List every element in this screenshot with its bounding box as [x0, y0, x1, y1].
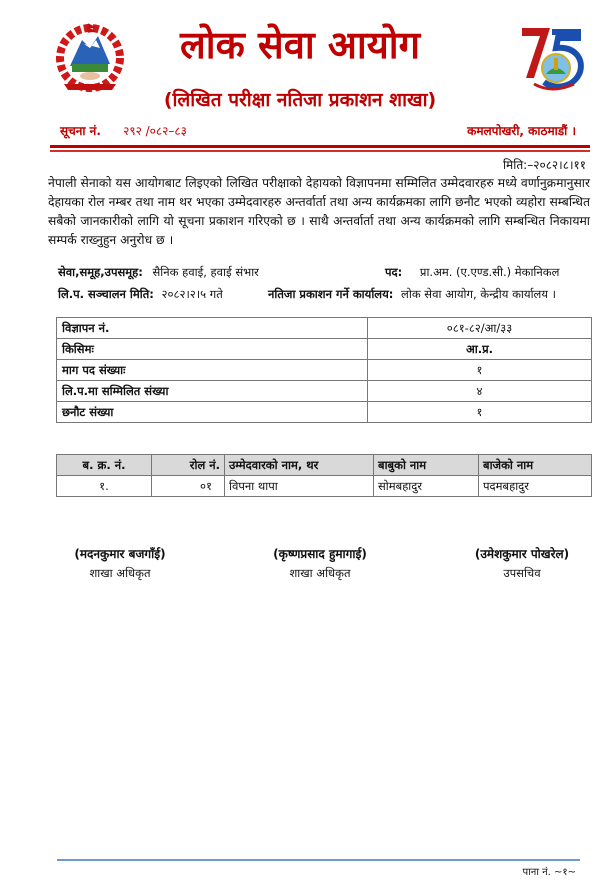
type-label: किसिमः [57, 339, 368, 360]
header-divider [50, 145, 590, 148]
header-father-name: बाबुको नाम [374, 455, 479, 476]
exam-participants-label: लि.प.मा सम्मिलित संख्या [57, 381, 368, 402]
table-row [57, 318, 592, 339]
advertisement-number-value: ०८१-८२/आ/३३ [368, 318, 592, 339]
exam-date [58, 287, 223, 302]
notice-number [60, 122, 187, 139]
notice-body-text: नेपाली सेनाको यस आयोगबाट लिइएको लिखित परीक्षाको देहायको विज्ञापनमा सम्मिलित उम्मेदवारहरु मध्ये वर्णानुक्रमानुसार देहायका रोल नम्बर तथा नाम थर भएका उम्मेदवारहरु अन्तर्वार्ता तथा अन्य कार्यक्रमका लागि छनौट भएको व्यहोरा सम्बन्धित सबैको जानकारीको लागि यो सूचना प्रकाशन गरिएको छ । साथै अन्तर्वार्ता तथा अन्य कार्यक्रमको लागि सम्बन्धित निकायमा सम्पर्क राख्नुहुन अनुरोध छ । [48, 176, 590, 247]
table-row [57, 476, 592, 497]
signature-block [40, 545, 200, 581]
footer-divider [57, 859, 580, 861]
table-header-row [57, 455, 592, 476]
office-label: नतिजा प्रकाशन गर्ने कार्यालय: [268, 287, 394, 301]
table-row [57, 339, 592, 360]
signatory-title: शाखा अधिकृत [289, 566, 351, 580]
header-candidate-name: उम्मेदवारको नाम, थर [225, 455, 374, 476]
office-value: लोक सेवा आयोग, केन्द्रीय कार्यालय । [401, 287, 557, 301]
cell-father-name: सोमबहादुर [374, 476, 479, 497]
advertisement-number-label: विज्ञापन नं. [57, 318, 368, 339]
header-grandfather-name: बाजेको नाम [479, 455, 592, 476]
signature-block [240, 545, 400, 581]
cell-grandfather-name: पदमबहादुर [479, 476, 592, 497]
page-title: लोक सेवा आयोग [179, 23, 421, 67]
signatory-name: (कृष्णप्रसाद हुमागाई) [273, 547, 367, 561]
table-row [57, 360, 592, 381]
result-office [268, 287, 556, 302]
notice-value: २९२ /०८२–८३ [123, 124, 187, 138]
post-label: पद: [385, 265, 403, 279]
advertisement-info-table [56, 317, 592, 423]
signatory-title: उपसचिव [503, 566, 541, 580]
cell-serial: १. [57, 476, 152, 497]
header-divider-secondary [50, 150, 590, 152]
post-value: प्रा.अम. (ए.एण्ड.सी.) मेकानिकल [419, 265, 560, 279]
cell-roll: ०१ [152, 476, 225, 497]
signature-block [442, 545, 600, 581]
service-group [58, 265, 259, 280]
header-roll: रोल नं. [152, 455, 225, 476]
exam-date-label: लि.प. सञ्चालन मिति: [58, 287, 154, 301]
service-label: सेवा,समूह,उपसमूह: [58, 265, 143, 279]
signatory-title: शाखा अधिकृत [89, 566, 151, 580]
signatory-name: (उमेशकुमार पोखरेल) [474, 547, 570, 561]
signatory-name: (मदनकुमार बजगाँई) [74, 547, 166, 561]
table-row [57, 402, 592, 423]
post-info [385, 265, 559, 280]
notice-date: मिति:–२०८२।८।११ [502, 158, 586, 172]
exam-date-value: २०८२।२।५ गते [161, 287, 223, 301]
exam-participants-value: ४ [368, 381, 592, 402]
cell-candidate-name: विपना थापा [225, 476, 374, 497]
type-value: आ.प्र. [368, 339, 592, 360]
results-table [56, 454, 592, 497]
demand-posts-value: १ [368, 360, 592, 381]
demand-posts-label: माग पद संख्याः [57, 360, 368, 381]
page-number: पाना नं. ~१~ [522, 867, 576, 878]
notice-label: सूचना नं. [60, 124, 101, 138]
service-value: सैनिक हवाई, हवाई संभार [152, 265, 259, 279]
office-location: कमलपोखरी, काठमाडौं । [467, 124, 576, 138]
table-row [57, 381, 592, 402]
selected-count-value: १ [368, 402, 592, 423]
header-serial: ब. क्र. नं. [57, 455, 152, 476]
page-subtitle: (लिखित परीक्षा नतिजा प्रकाशन शाखा) [163, 89, 437, 111]
selected-count-label: छनौट संख्या [57, 402, 368, 423]
